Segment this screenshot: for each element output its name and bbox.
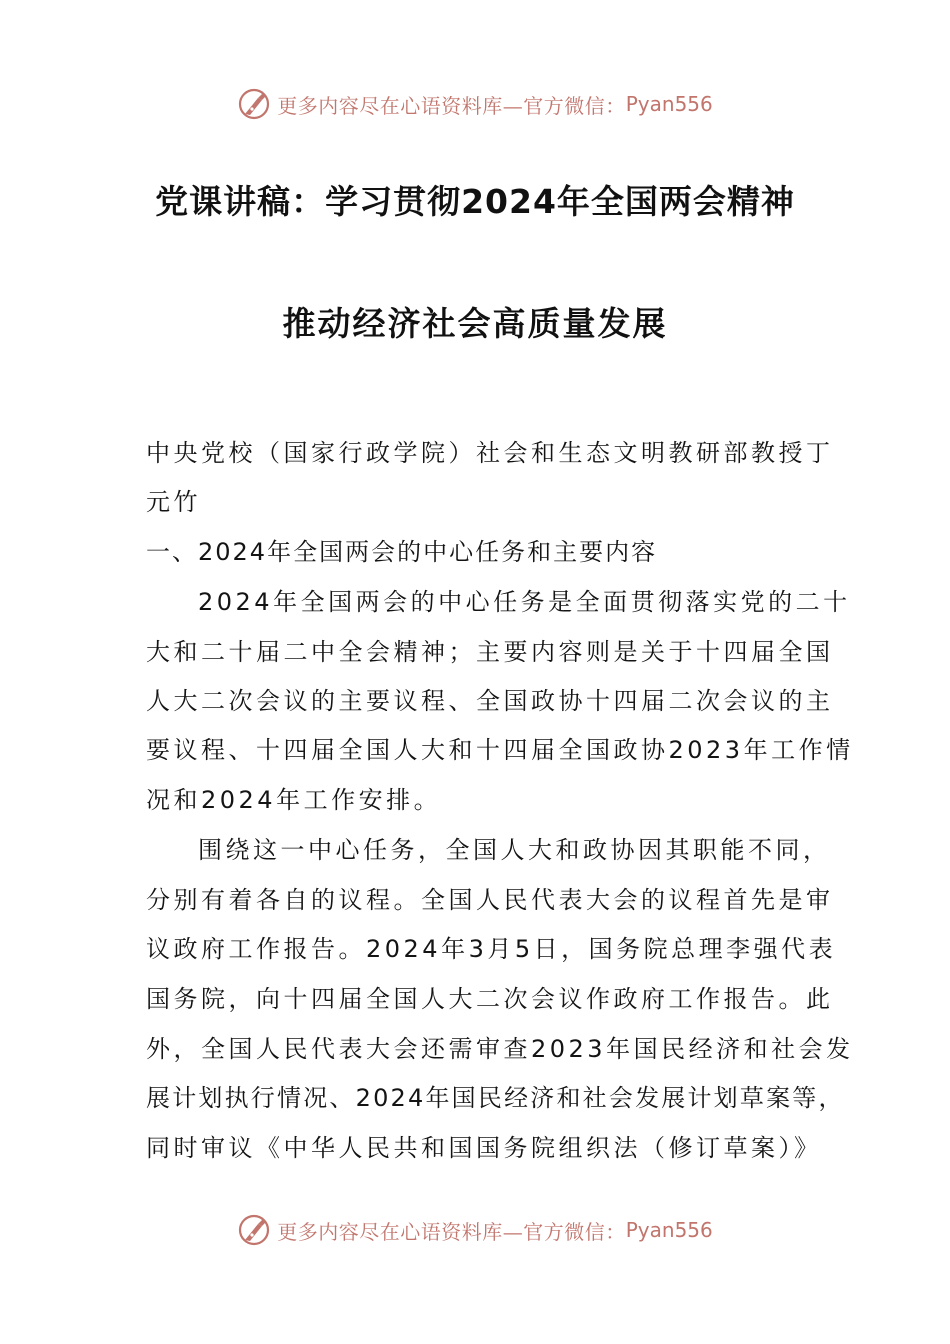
paragraph-line: 国务院，向十四届全国人大二次会议作政府工作报告。此 (146, 985, 834, 1013)
document-title-line2: 推动经济社会高质量发展 (282, 304, 668, 343)
paragraph-line: 要议程、十四届全国人大和十四届全国政协2023年工作情 (146, 736, 854, 764)
paragraph-line: 人大二次会议的主要议程、全国政协十四届二次会议的主 (146, 687, 834, 715)
author-line-continued: 元竹 (146, 488, 201, 516)
header-watermark (0, 82, 950, 126)
paragraph-line: 同时审议《中华人民共和国国务院组织法（修订草案）》 (146, 1134, 822, 1162)
paragraph-line: 分别有着各自的议程。全国人民代表大会的议程首先是审 (146, 886, 834, 914)
watermark-wechat-id: Pyan556 (625, 92, 713, 116)
paragraph-line: 展计划执行情况、2024年国民经济和社会发展计划草案等， (146, 1084, 845, 1112)
paragraph-line: 外，全国人民代表大会还需审查2023年国民经济和社会发 (146, 1035, 854, 1063)
document-title-line1: 党课讲稿：学习贯彻2024年全国两会精神 (155, 182, 795, 221)
paragraph-line: 围绕这一中心任务，全国人大和政协因其职能不同， (198, 836, 831, 864)
author-line: 中央党校（国家行政学院）社会和生态文明教研部教授丁 (146, 439, 834, 467)
pen-nib-icon (237, 1213, 271, 1247)
watermark-text: 更多内容尽在心语资料库—官方微信： (277, 1219, 626, 1244)
paragraph-line: 况和2024年工作安排。 (146, 786, 442, 814)
paragraph-line: 大和二十届二中全会精神；主要内容则是关于十四届全国 (146, 638, 834, 666)
section-heading: 一、2024年全国两会的中心任务和主要内容 (146, 538, 658, 566)
pen-nib-icon (237, 87, 271, 121)
paragraph-line: 议政府工作报告。2024年3月5日，国务院总理李强代表 (146, 935, 837, 963)
watermark-wechat-id: Pyan556 (625, 1218, 713, 1242)
paragraph-line: 2024年全国两会的中心任务是全面贯彻落实党的二十 (198, 588, 851, 616)
watermark-text: 更多内容尽在心语资料库—官方微信： (277, 93, 626, 118)
footer-watermark (0, 1208, 950, 1252)
